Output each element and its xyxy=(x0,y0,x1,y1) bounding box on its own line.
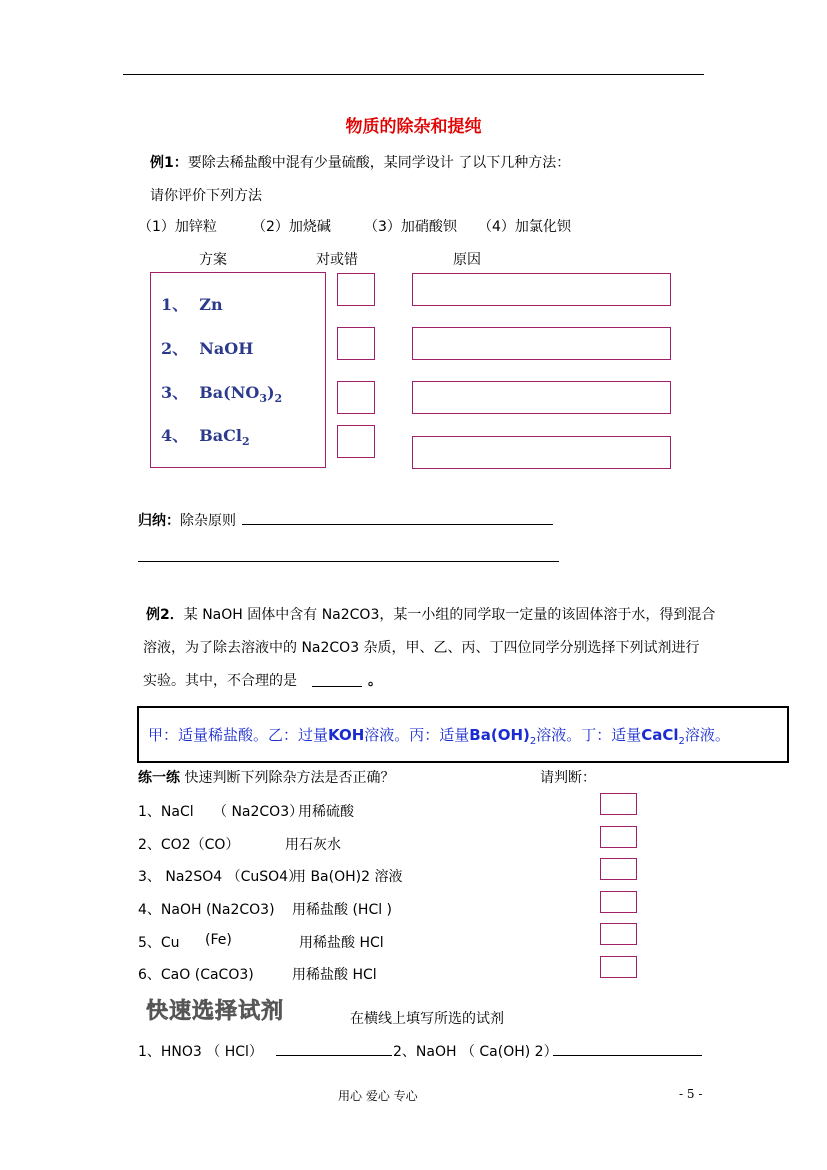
practice-item-5-method: 用稀盐酸 HCl xyxy=(299,935,384,951)
ex2-period: 。 xyxy=(368,673,382,689)
method-1: （1）加锌粒 xyxy=(138,219,217,235)
summary-text: 除杂原则 xyxy=(180,513,236,529)
header-rule xyxy=(123,74,704,75)
practice-item-6: 6、CaO (CaCO3) xyxy=(138,967,254,983)
reason-box-1[interactable] xyxy=(412,273,671,306)
quick-q2-blank[interactable] xyxy=(553,1055,702,1056)
ex2-line-2: 溶液，为了除去溶液中的 Na2CO3 杂质，甲、乙、丙、丁四位同学分别选择下列试剂进行 xyxy=(143,640,700,656)
method-4: （4）加氯化钡 xyxy=(478,219,571,235)
ex1-ask: 请你评价下列方法 xyxy=(150,188,262,204)
ex2-answer-blank[interactable] xyxy=(312,686,362,687)
practice-item-4: 4、NaOH (Na2CO3) xyxy=(138,902,275,918)
practice-item-5-impurity: (Fe) xyxy=(205,932,232,948)
header-scheme: 方案 xyxy=(199,252,227,268)
ex1-intro: 要除去稀盐酸中混有少量硫酸，某同学设计 了以下几种方法： xyxy=(187,155,571,171)
method-3: （3）加硝酸钡 xyxy=(364,219,457,235)
practice-item-4-method: 用稀盐酸 (HCl ) xyxy=(292,902,393,918)
judge-box-1[interactable] xyxy=(337,273,375,306)
wordart-char: 速 xyxy=(169,999,192,1024)
practice-label: 练一练 xyxy=(138,770,180,786)
judge-box-4[interactable] xyxy=(337,425,375,458)
ex2-label: 例2． xyxy=(146,607,184,623)
wordart-char: 择 xyxy=(215,999,238,1024)
ex1-intro-line xyxy=(150,152,570,172)
practice-item-1-method: 用稀硫酸 xyxy=(298,804,354,820)
practice-item-1: 1、NaCl xyxy=(138,804,194,820)
practice-item-5: 5、Cu xyxy=(138,935,180,951)
quick-q1: 1、HNO3 （ HCl） xyxy=(138,1044,263,1060)
practice-judge-box-4[interactable] xyxy=(600,891,637,913)
practice-item-3: 3、 Na2SO4 （CuSO4） xyxy=(138,869,303,885)
quick-note: 在横线上填写所选的试剂 xyxy=(350,1011,504,1027)
reason-box-3[interactable] xyxy=(412,381,671,414)
practice-item-6-method: 用稀盐酸 HCl xyxy=(292,967,377,983)
reason-box-4[interactable] xyxy=(412,436,671,469)
wordart-char: 试 xyxy=(238,999,261,1024)
page-number: - 5 - xyxy=(679,1087,703,1101)
practice-item-2: 2、CO2（CO） xyxy=(138,837,240,853)
wordart-char: 选 xyxy=(192,999,215,1024)
practice-item-1-impurity: （ Na2CO3） xyxy=(213,804,304,820)
practice-judge-box-6[interactable] xyxy=(600,956,637,978)
option-1: 1、 Zn xyxy=(161,295,223,314)
practice-judge-box-5[interactable] xyxy=(600,923,637,945)
wordart-char: 快 xyxy=(146,999,169,1024)
ex2-line-1: 例2．某 NaOH 固体中含有 Na2CO3，某一小组的同学取一定量的该固体溶于水，得到混合 xyxy=(146,607,716,623)
quick-select-wordart xyxy=(146,994,284,1025)
method-2: （2）加烧碱 xyxy=(252,219,331,235)
option-4: 4、 BaCl$_2$ xyxy=(161,426,250,449)
practice-title-line xyxy=(138,767,394,787)
ex1-label: 例1： xyxy=(150,155,188,171)
practice-item-3-method: 用 Ba(OH)2 溶液 xyxy=(292,869,403,885)
header-reason: 原因 xyxy=(453,252,481,268)
option-2: 2、 NaOH xyxy=(161,339,254,358)
practice-judge-box-1[interactable] xyxy=(600,793,637,815)
option-3: 3、 $Ba(NO_3)_2$ xyxy=(161,383,283,406)
footer-motto: 用心 爱心 专心 xyxy=(338,1089,418,1103)
practice-judge-box-2[interactable] xyxy=(600,826,637,848)
practice-judge-box-3[interactable] xyxy=(600,858,637,880)
reagent-text: 甲：适量稀盐酸。乙：过量KOH溶液。丙：适量$Ba(OH)_2$溶液。丁：适量CaCl$_2$溶液。 xyxy=(148,726,730,747)
header-right-wrong: 对或错 xyxy=(316,252,358,268)
ex2-line-3: 实验。其中，不合理的是 xyxy=(143,673,297,689)
wordart-char: 剂 xyxy=(261,999,284,1024)
judge-box-2[interactable] xyxy=(337,327,375,360)
reason-box-2[interactable] xyxy=(412,327,671,360)
judge-label: 请判断： xyxy=(540,770,596,786)
practice-title: 快速判断下列除杂方法是否正确？ xyxy=(180,770,395,786)
page-title: 物质的除杂和提纯 xyxy=(345,117,482,137)
judge-box-3[interactable] xyxy=(337,381,375,414)
summary-blank-1[interactable] xyxy=(242,524,553,525)
summary-label: 归纳： xyxy=(138,513,180,529)
summary-line xyxy=(138,510,236,530)
summary-blank-2[interactable] xyxy=(138,561,559,562)
practice-item-2-method: 用石灰水 xyxy=(285,837,341,853)
quick-q1-blank[interactable] xyxy=(276,1055,392,1056)
quick-q2: 2、NaOH （ Ca(OH) 2） xyxy=(393,1044,558,1060)
